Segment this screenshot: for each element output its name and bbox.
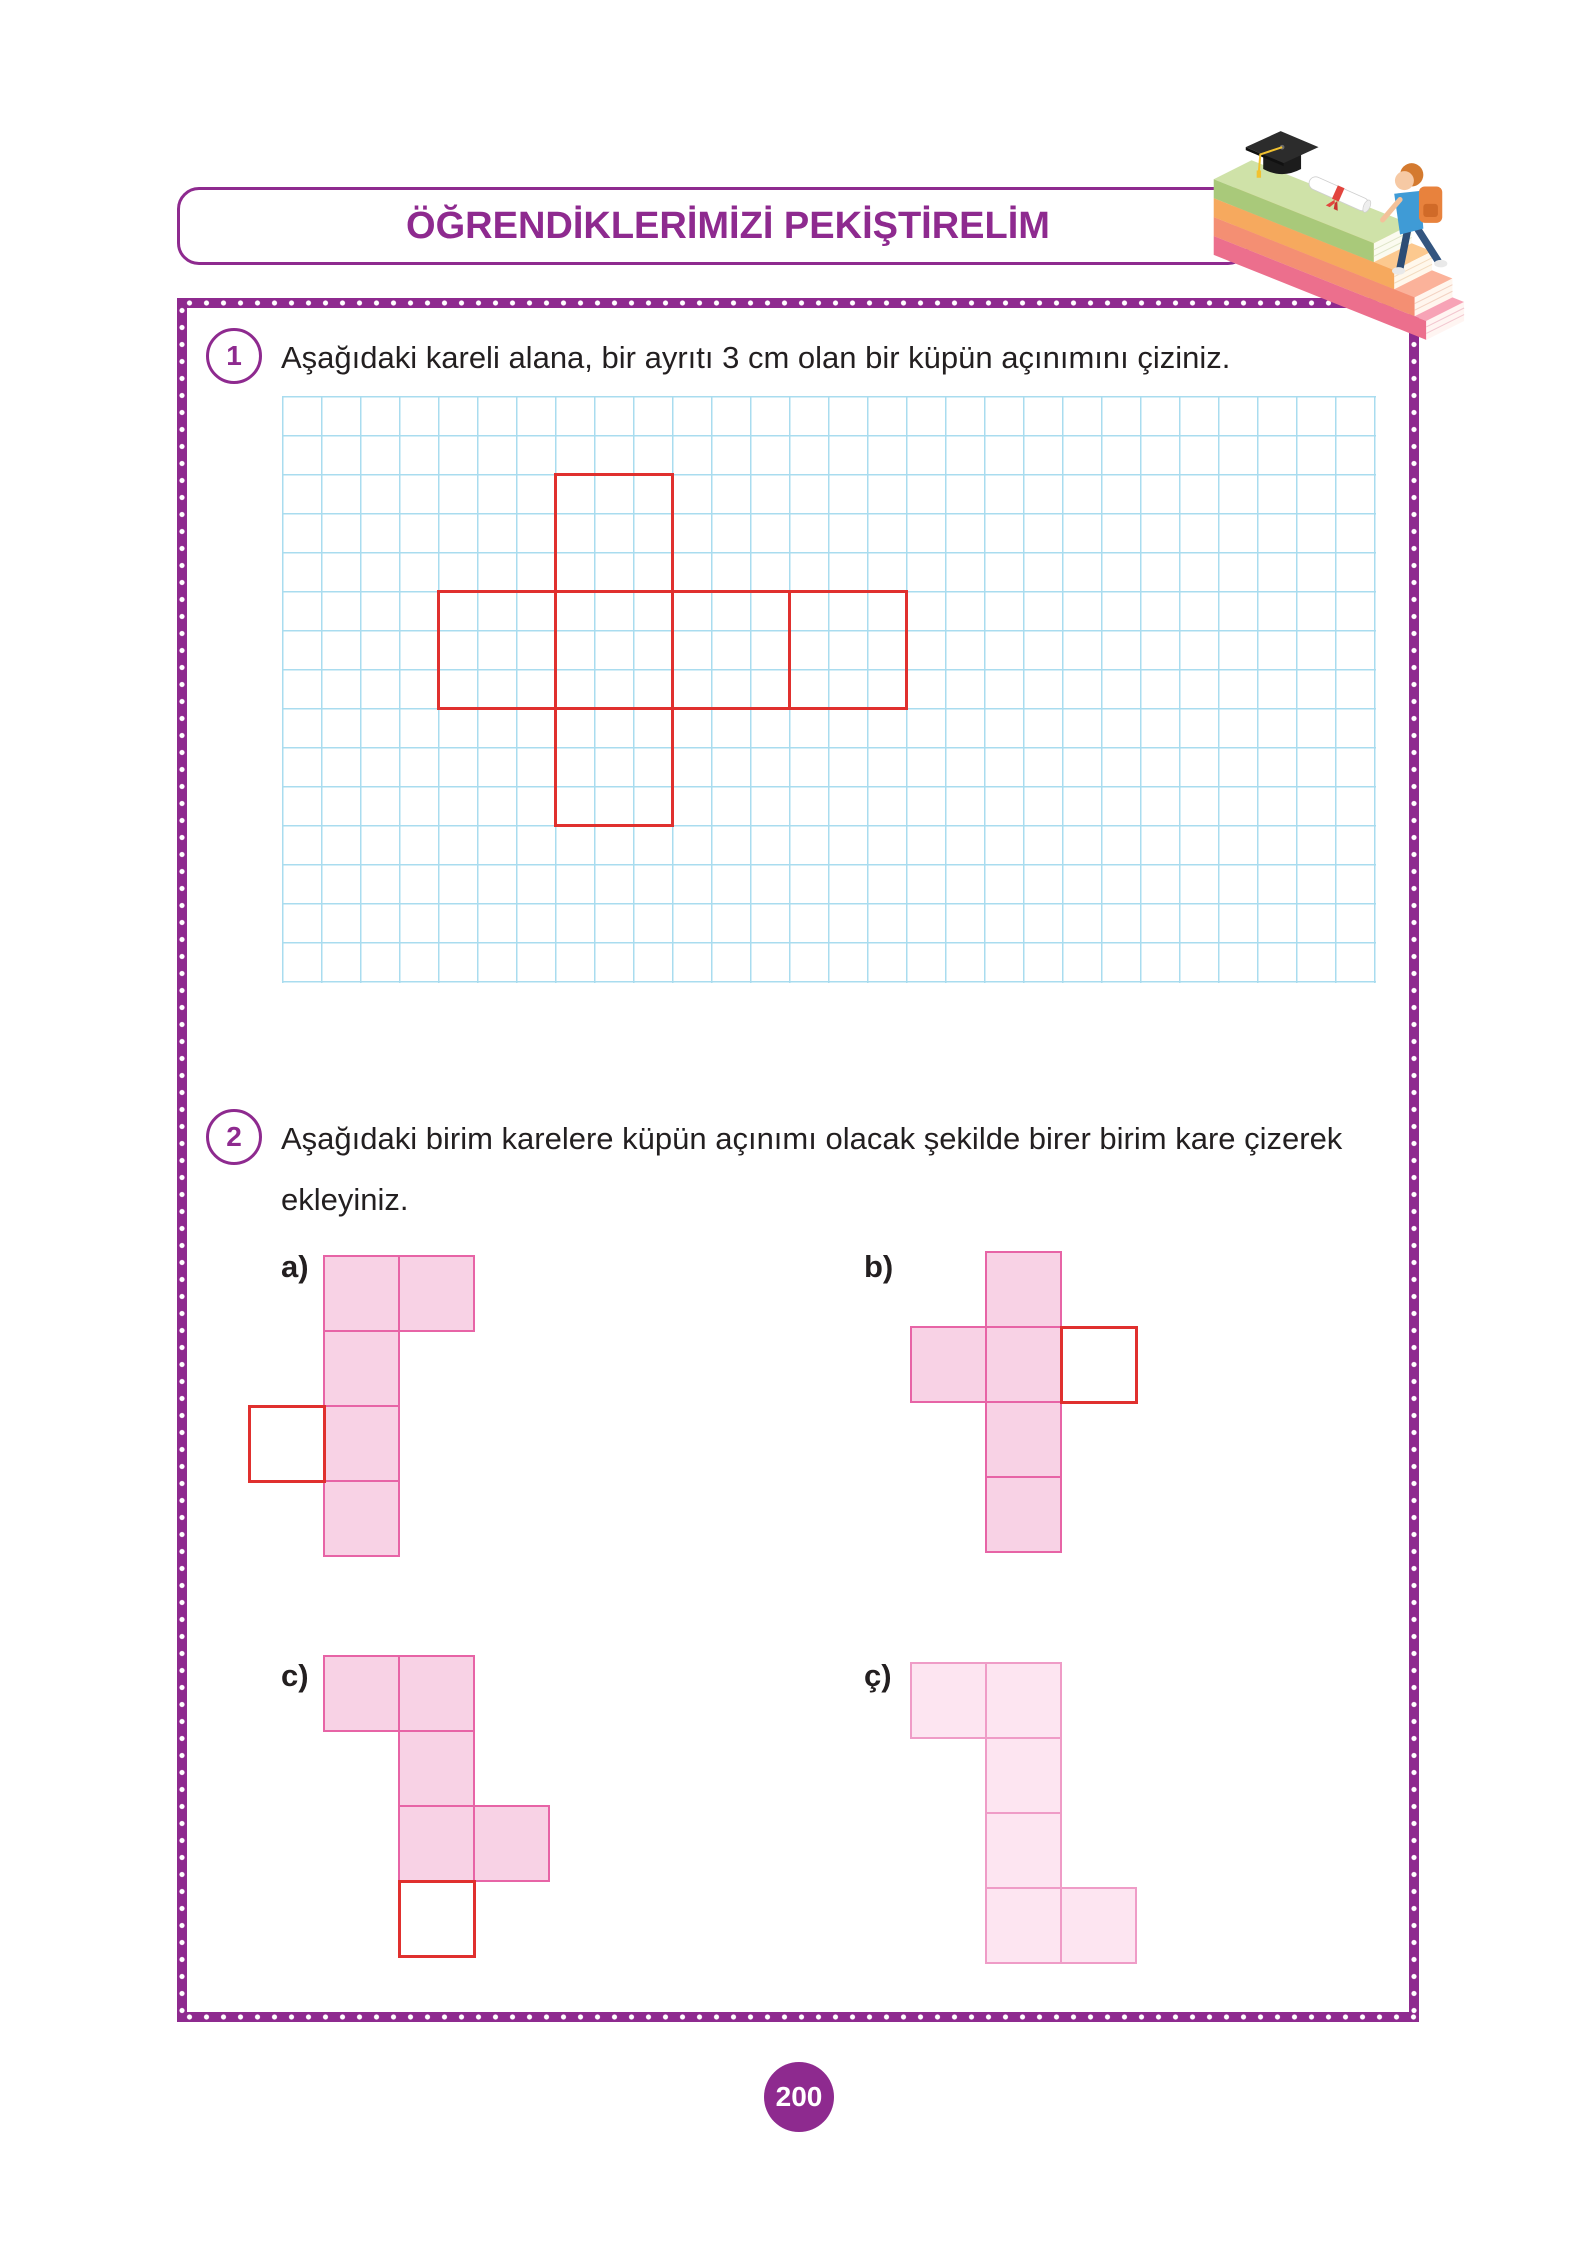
unit-square <box>323 1405 400 1482</box>
unit-square <box>398 1655 475 1732</box>
cube-net-face <box>554 473 674 593</box>
cube-net-face <box>671 590 791 710</box>
frame-dot-strip <box>1409 298 1419 2022</box>
added-unit-square <box>248 1405 326 1483</box>
page-number-badge: 200 <box>764 2062 834 2132</box>
unit-square <box>985 1326 1062 1403</box>
unit-square <box>398 1730 475 1807</box>
unit-square <box>985 1476 1062 1553</box>
part-c-cedilla-label: ç) <box>864 1658 892 1693</box>
unit-square <box>910 1326 987 1403</box>
unit-square <box>323 1255 400 1332</box>
question-1-text: Aşağıdaki kareli alana, bir ayrıtı 3 cm olan bir küpün açınımını çiziniz. <box>281 340 1231 375</box>
unit-square <box>1060 1887 1137 1964</box>
part-c-label: c) <box>281 1658 309 1693</box>
unit-square <box>985 1887 1062 1964</box>
books-illustration <box>1205 118 1467 351</box>
square-grid <box>282 396 1376 983</box>
unit-square <box>398 1255 475 1332</box>
unit-square <box>323 1480 400 1557</box>
added-unit-square <box>398 1880 476 1958</box>
part-b-label: b) <box>864 1249 894 1284</box>
part-a-label: a) <box>281 1249 309 1284</box>
question-2-text-line-2: ekleyiniz. <box>281 1182 409 1217</box>
question-1-number-badge: 1 <box>206 328 262 384</box>
cube-net-face <box>437 590 557 710</box>
unit-square <box>398 1805 475 1882</box>
unit-square <box>910 1662 987 1739</box>
unit-square <box>985 1812 1062 1889</box>
unit-square <box>323 1655 400 1732</box>
frame-dot-strip <box>177 298 187 2022</box>
unit-square <box>985 1737 1062 1814</box>
unit-square <box>985 1662 1062 1739</box>
cube-net-face <box>554 707 674 827</box>
question-2-number-badge: 2 <box>206 1109 262 1165</box>
unit-square <box>985 1401 1062 1478</box>
unit-square <box>985 1251 1062 1328</box>
unit-square <box>473 1805 550 1882</box>
graduation-cap-icon <box>1246 131 1319 178</box>
added-unit-square <box>1060 1326 1138 1404</box>
cube-net-face <box>554 590 674 710</box>
frame-dot-strip <box>177 2012 1419 2022</box>
unit-square <box>323 1330 400 1407</box>
question-2-text-line-1: Aşağıdaki birim karelere küpün açınımı olacak şekilde birer birim kare çizerek <box>281 1121 1343 1156</box>
cube-net-face <box>788 590 908 710</box>
page-title: ÖĞRENDİKLERİMİZİ PEKİŞTİRELİM <box>406 205 1050 247</box>
